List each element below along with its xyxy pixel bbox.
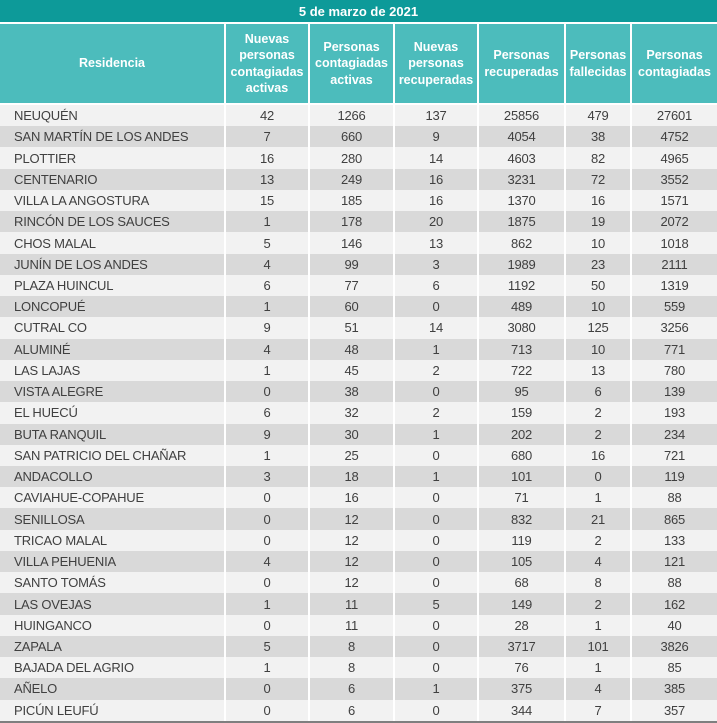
value-cell: 12 <box>308 530 393 551</box>
value-cell: 72 <box>564 169 630 190</box>
value-cell: 13 <box>564 360 630 381</box>
value-cell: 40 <box>630 615 717 636</box>
value-cell: 68 <box>477 572 564 593</box>
value-cell: 16 <box>564 190 630 211</box>
value-cell: 1 <box>564 487 630 508</box>
value-cell: 3080 <box>477 317 564 338</box>
residencia-cell: SAN MARTÍN DE LOS ANDES <box>14 129 189 145</box>
value-cell: 60 <box>308 296 393 317</box>
value-cell: 6 <box>393 275 477 296</box>
value-cell: 101 <box>477 466 564 487</box>
value-cell: 0 <box>393 572 477 593</box>
value-cell: 193 <box>630 402 717 423</box>
value-cell: 0 <box>393 551 477 572</box>
value-cell: 6 <box>308 700 393 721</box>
value-cell: 0 <box>224 615 308 636</box>
value-cell: 14 <box>393 147 477 168</box>
value-cell: 0 <box>224 381 308 402</box>
value-cell: 4752 <box>630 126 717 147</box>
value-cell: 8 <box>564 572 630 593</box>
table-row <box>0 317 717 338</box>
value-cell: 9 <box>224 317 308 338</box>
value-cell: 1 <box>393 424 477 445</box>
residencia-cell: JUNÍN DE LOS ANDES <box>14 256 148 272</box>
table-row <box>0 211 717 232</box>
table-row <box>0 508 717 529</box>
value-cell: 25 <box>308 445 393 466</box>
value-cell: 95 <box>477 381 564 402</box>
residencia-cell: BUTA RANQUIL <box>14 426 106 442</box>
residencia-cell: CAVIAHUE-COPAHUE <box>14 490 144 506</box>
value-cell: 2 <box>564 424 630 445</box>
value-cell: 1370 <box>477 190 564 211</box>
table-row <box>0 445 717 466</box>
table-row <box>0 190 717 211</box>
value-cell: 1266 <box>308 105 393 126</box>
residencia-cell: CENTENARIO <box>14 171 98 187</box>
table-row <box>0 275 717 296</box>
value-cell: 0 <box>393 615 477 636</box>
value-cell: 16 <box>393 190 477 211</box>
residencia-cell: PLAZA HUINCUL <box>14 277 114 293</box>
value-cell: 357 <box>630 700 717 721</box>
value-cell: 8 <box>308 636 393 657</box>
value-cell: 121 <box>630 551 717 572</box>
value-cell: 8 <box>308 657 393 678</box>
value-cell: 19 <box>564 211 630 232</box>
value-cell: 344 <box>477 700 564 721</box>
value-cell: 119 <box>630 466 717 487</box>
value-cell: 721 <box>630 445 717 466</box>
value-cell: 20 <box>393 211 477 232</box>
value-cell: 21 <box>564 508 630 529</box>
table-row <box>0 615 717 636</box>
value-cell: 1 <box>393 466 477 487</box>
residencia-cell: TRICAO MALAL <box>14 532 107 548</box>
value-cell: 82 <box>564 147 630 168</box>
table-row <box>0 402 717 423</box>
value-cell: 1 <box>564 615 630 636</box>
residencia-cell: RINCÓN DE LOS SAUCES <box>14 214 170 230</box>
value-cell: 722 <box>477 360 564 381</box>
value-cell: 0 <box>564 466 630 487</box>
value-cell: 3231 <box>477 169 564 190</box>
value-cell: 375 <box>477 678 564 699</box>
value-cell: 16 <box>564 445 630 466</box>
residencia-cell: SANTO TOMÁS <box>14 575 106 591</box>
residencia-cell: HUINGANCO <box>14 617 92 633</box>
table-row <box>0 147 717 168</box>
value-cell: 1 <box>224 360 308 381</box>
table-row <box>0 296 717 317</box>
value-cell: 249 <box>308 169 393 190</box>
value-cell: 0 <box>393 381 477 402</box>
value-cell: 862 <box>477 232 564 253</box>
table-row <box>0 530 717 551</box>
value-cell: 25856 <box>477 105 564 126</box>
table-row <box>0 424 717 445</box>
residencia-cell: BAJADA DEL AGRIO <box>14 660 134 676</box>
value-cell: 2111 <box>630 254 717 275</box>
value-cell: 5 <box>224 636 308 657</box>
column-header: Personas fallecidas <box>564 24 630 103</box>
value-cell: 1192 <box>477 275 564 296</box>
value-cell: 23 <box>564 254 630 275</box>
value-cell: 0 <box>224 572 308 593</box>
residencia-cell: VISTA ALEGRE <box>14 384 104 400</box>
column-header: Personas contagiadas activas <box>308 24 393 103</box>
value-cell: 45 <box>308 360 393 381</box>
value-cell: 489 <box>477 296 564 317</box>
value-cell: 16 <box>393 169 477 190</box>
value-cell: 10 <box>564 339 630 360</box>
table-row <box>0 105 717 126</box>
residencia-cell: AÑELO <box>14 681 58 697</box>
residencia-cell: ANDACOLLO <box>14 469 93 485</box>
column-header: Nuevas personas recuperadas <box>393 24 477 103</box>
value-cell: 6 <box>564 381 630 402</box>
value-cell: 3717 <box>477 636 564 657</box>
value-cell: 3 <box>393 254 477 275</box>
value-cell: 832 <box>477 508 564 529</box>
value-cell: 680 <box>477 445 564 466</box>
data-table-body <box>0 105 717 721</box>
value-cell: 2 <box>564 593 630 614</box>
table-row <box>0 700 717 721</box>
value-cell: 88 <box>630 487 717 508</box>
value-cell: 13 <box>224 169 308 190</box>
value-cell: 16 <box>308 487 393 508</box>
value-cell: 32 <box>308 402 393 423</box>
value-cell: 125 <box>564 317 630 338</box>
value-cell: 280 <box>308 147 393 168</box>
residencia-cell: SAN PATRICIO DEL CHAÑAR <box>14 447 187 463</box>
value-cell: 48 <box>308 339 393 360</box>
value-cell: 76 <box>477 657 564 678</box>
value-cell: 0 <box>393 508 477 529</box>
table-row <box>0 254 717 275</box>
value-cell: 149 <box>477 593 564 614</box>
value-cell: 119 <box>477 530 564 551</box>
value-cell: 51 <box>308 317 393 338</box>
value-cell: 3 <box>224 466 308 487</box>
value-cell: 1 <box>224 657 308 678</box>
residencia-cell: LAS OVEJAS <box>14 596 92 612</box>
value-cell: 5 <box>224 232 308 253</box>
value-cell: 1571 <box>630 190 717 211</box>
value-cell: 4 <box>564 551 630 572</box>
value-cell: 234 <box>630 424 717 445</box>
table-row <box>0 572 717 593</box>
table-row <box>0 381 717 402</box>
residencia-cell: VILLA PEHUENIA <box>14 554 116 570</box>
value-cell: 159 <box>477 402 564 423</box>
value-cell: 780 <box>630 360 717 381</box>
value-cell: 0 <box>224 678 308 699</box>
value-cell: 0 <box>224 530 308 551</box>
value-cell: 1 <box>393 678 477 699</box>
residencia-cell: PICÚN LEUFÚ <box>14 702 99 718</box>
value-cell: 6 <box>224 275 308 296</box>
value-cell: 7 <box>564 700 630 721</box>
value-cell: 2072 <box>630 211 717 232</box>
value-cell: 9 <box>224 424 308 445</box>
value-cell: 146 <box>308 232 393 253</box>
table-row <box>0 466 717 487</box>
value-cell: 50 <box>564 275 630 296</box>
value-cell: 2 <box>564 530 630 551</box>
column-header: Personas contagiadas <box>630 24 717 103</box>
value-cell: 2 <box>393 360 477 381</box>
value-cell: 4603 <box>477 147 564 168</box>
value-cell: 12 <box>308 572 393 593</box>
value-cell: 1018 <box>630 232 717 253</box>
value-cell: 18 <box>308 466 393 487</box>
value-cell: 10 <box>564 232 630 253</box>
value-cell: 4 <box>224 254 308 275</box>
residencia-cell: EL HUECÚ <box>14 405 78 421</box>
value-cell: 1 <box>564 657 630 678</box>
table-row <box>0 657 717 678</box>
value-cell: 1 <box>224 593 308 614</box>
value-cell: 6 <box>224 402 308 423</box>
value-cell: 3256 <box>630 317 717 338</box>
value-cell: 1 <box>224 211 308 232</box>
value-cell: 178 <box>308 211 393 232</box>
value-cell: 4 <box>224 339 308 360</box>
table-row <box>0 360 717 381</box>
value-cell: 0 <box>393 657 477 678</box>
value-cell: 1989 <box>477 254 564 275</box>
value-cell: 15 <box>224 190 308 211</box>
value-cell: 1 <box>393 339 477 360</box>
table-row <box>0 487 717 508</box>
value-cell: 0 <box>393 487 477 508</box>
value-cell: 28 <box>477 615 564 636</box>
value-cell: 38 <box>308 381 393 402</box>
value-cell: 3552 <box>630 169 717 190</box>
table-row <box>0 678 717 699</box>
value-cell: 0 <box>393 700 477 721</box>
value-cell: 101 <box>564 636 630 657</box>
value-cell: 2 <box>564 402 630 423</box>
column-header-residencia: Residencia <box>78 56 145 71</box>
residencia-cell: LONCOPUÉ <box>14 299 86 315</box>
column-header: Nuevas personas contagiadas activas <box>224 24 308 103</box>
value-cell: 713 <box>477 339 564 360</box>
value-cell: 7 <box>224 126 308 147</box>
value-cell: 3826 <box>630 636 717 657</box>
value-cell: 30 <box>308 424 393 445</box>
table-row <box>0 232 717 253</box>
residencia-cell: CUTRAL CO <box>14 320 87 336</box>
residencia-cell: VILLA LA ANGOSTURA <box>14 193 150 209</box>
value-cell: 5 <box>393 593 477 614</box>
residencia-cell: ZAPALA <box>14 638 62 654</box>
value-cell: 202 <box>477 424 564 445</box>
value-cell: 4 <box>564 678 630 699</box>
value-cell: 12 <box>308 508 393 529</box>
value-cell: 38 <box>564 126 630 147</box>
value-cell: 42 <box>224 105 308 126</box>
value-cell: 16 <box>224 147 308 168</box>
value-cell: 6 <box>308 678 393 699</box>
value-cell: 77 <box>308 275 393 296</box>
value-cell: 99 <box>308 254 393 275</box>
value-cell: 0 <box>224 508 308 529</box>
table-row <box>0 169 717 190</box>
value-cell: 85 <box>630 657 717 678</box>
value-cell: 1875 <box>477 211 564 232</box>
value-cell: 137 <box>393 105 477 126</box>
table-row <box>0 339 717 360</box>
column-header: Personas recuperadas <box>477 24 564 103</box>
value-cell: 88 <box>630 572 717 593</box>
residencia-cell: ALUMINÉ <box>14 341 71 357</box>
value-cell: 2 <box>393 402 477 423</box>
value-cell: 385 <box>630 678 717 699</box>
residencia-cell: PLOTTIER <box>14 150 76 166</box>
value-cell: 0 <box>393 445 477 466</box>
value-cell: 11 <box>308 615 393 636</box>
value-cell: 1 <box>224 296 308 317</box>
value-cell: 660 <box>308 126 393 147</box>
value-cell: 162 <box>630 593 717 614</box>
table-row <box>0 593 717 614</box>
value-cell: 27601 <box>630 105 717 126</box>
value-cell: 0 <box>224 487 308 508</box>
value-cell: 13 <box>393 232 477 253</box>
value-cell: 4054 <box>477 126 564 147</box>
residencia-cell: SENILLOSA <box>14 511 85 527</box>
table-row <box>0 551 717 572</box>
value-cell: 771 <box>630 339 717 360</box>
value-cell: 479 <box>564 105 630 126</box>
value-cell: 10 <box>564 296 630 317</box>
value-cell: 865 <box>630 508 717 529</box>
table-row <box>0 636 717 657</box>
value-cell: 0 <box>393 636 477 657</box>
table-date-title: 5 de marzo de 2021 <box>0 0 717 24</box>
residencia-cell: NEUQUÉN <box>14 108 78 124</box>
value-cell: 0 <box>393 530 477 551</box>
value-cell: 1319 <box>630 275 717 296</box>
value-cell: 12 <box>308 551 393 572</box>
value-cell: 185 <box>308 190 393 211</box>
value-cell: 4965 <box>630 147 717 168</box>
value-cell: 559 <box>630 296 717 317</box>
value-cell: 4 <box>224 551 308 572</box>
value-cell: 1 <box>224 445 308 466</box>
value-cell: 9 <box>393 126 477 147</box>
value-cell: 71 <box>477 487 564 508</box>
value-cell: 14 <box>393 317 477 338</box>
header-row <box>0 24 717 105</box>
table-row <box>0 126 717 147</box>
value-cell: 0 <box>393 296 477 317</box>
residencia-cell: CHOS MALAL <box>14 235 96 251</box>
residencia-cell: LAS LAJAS <box>14 362 81 378</box>
value-cell: 105 <box>477 551 564 572</box>
value-cell: 139 <box>630 381 717 402</box>
value-cell: 11 <box>308 593 393 614</box>
value-cell: 0 <box>224 700 308 721</box>
value-cell: 133 <box>630 530 717 551</box>
